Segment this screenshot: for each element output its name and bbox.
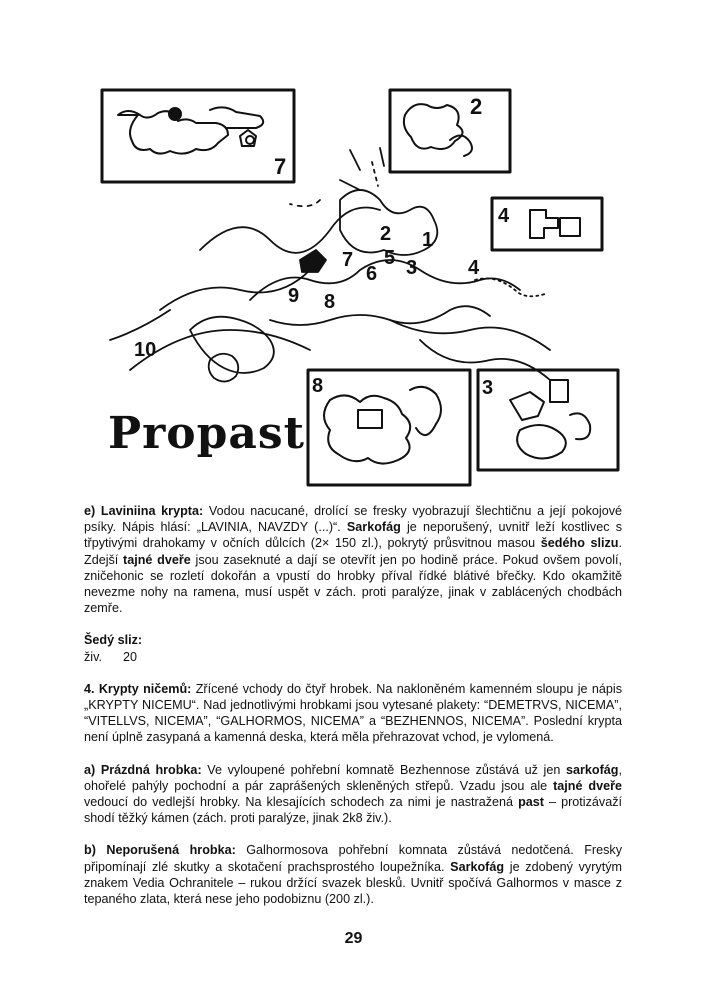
page-body-text [84,503,622,923]
text-span: – protizávaží shodí těžký kámen (zách. proti paralýze, jinak 2k8 živ.). [84,795,622,826]
svg-text:2: 2 [380,223,392,245]
svg-text:5: 5 [384,247,396,269]
svg-text:1: 1 [422,229,434,251]
svg-text:7: 7 [274,154,287,179]
slime-name: Šedý sliz: [84,633,143,648]
text-span: Vodou nacucané, drolící se fresky vyobrazují šlechtičnu a její pokojové psíky. Nápis hlásí: „LAVINIA, NAVZDY (...)“. [84,504,622,535]
bold-term: Sarkofág [346,520,401,535]
text-span: Ve vyloupené pohřební komnatě Bezhennose zůstává už jen [201,762,566,777]
text-span: je neporušený, uvnitř leží kostlivec s třpytivými drahokamy v očních důlcích (2× 150 zl.), pokrytý průsvitnou masou [84,520,622,551]
svg-text:2: 2 [470,94,483,119]
inset-map-3 [478,370,618,470]
inset-map-7 [102,90,294,182]
map-numbers [134,94,510,399]
text-span: Zřícené vchody do čtyř hrobek. Na nakloněném kamenném sloupu je nápis „KRYPTY NICEMU“. Nad jednotlivými hrobkami jsou vytesané plakety: “DEMETRVS, NICEMA”, “VITELLVS, NICEMA”, “GALHORMOS, NICEMA” a “BEZHENNOS, NICEMA”. Poslední krypta není úplně zasypaná a kamenná deska, která měla přehrazovat vchod, je vylomená. [84,681,622,745]
slime-stat-line: živ. 20 [84,649,137,664]
bold-term: sarkofág [566,762,619,777]
text-span: vedoucí do vedlejší hrobky. Na klesajících schodech za nimi je nastražená [84,795,519,810]
heading-b: b) Neporušená hrobka: [84,843,236,858]
svg-text:9: 9 [288,285,300,307]
paragraph-prazdna-hrobka [84,762,622,827]
text-span: , ohořelé pahýly pochodní a pár zaprášených skleněných střepů. Vzadu jsou ale [84,762,622,793]
bold-term: Sarkofág [450,859,505,874]
svg-text:3: 3 [406,257,418,279]
svg-text:8: 8 [324,291,336,313]
paragraph-krypty-nicemu [84,681,622,746]
heading-a: a) Prázdná hrobka: [84,762,202,777]
heading-e: e) Laviniina krypta: [84,504,204,518]
slime-stat-block [84,632,622,664]
svg-text:7: 7 [342,249,354,271]
bold-term: tajné dveře [123,552,191,567]
svg-text:3: 3 [482,377,494,399]
text-span: . Zdejší [84,536,622,567]
bold-term: šedého slizu [540,536,619,551]
svg-text:6: 6 [366,263,378,285]
svg-text:10: 10 [134,339,157,361]
bold-term: tajné dveře [553,778,622,793]
heading-4: 4. Krypty ničemů: [84,681,192,696]
inset-map-2 [390,90,510,172]
svg-text:4: 4 [498,205,510,227]
svg-text:8: 8 [312,375,324,397]
text-span: je zdobený vyrytým znakem Vedia Ochranitele – rukou držící svazek blesků. Uvnitř spočívá Galhormos v masce z tepaného zlata, která nese jeho podobiznu (200 zl.). [84,859,622,907]
svg-text:4: 4 [468,257,480,279]
paragraph-neporusena-hrobka [84,842,622,907]
page-number: 29 [344,930,363,947]
bold-term: past [518,795,544,810]
paragraph-laviniina-krypta [84,503,622,616]
text-span: Galhormosova pohřební komnata zůstává nedotčená. Fresky připomínají zlé skutky a skotačení prachsprostého loupežníka. [84,843,622,874]
map-title: Propast [108,408,305,459]
inset-map-8 [308,370,470,485]
text-span: jsou zaseknuté a dají se otevřít jen po hodině práce. Pokud ovšem povolí, zničehonic se rozletí dokořán a vpustí do hrobky příval řídké blátivé břečky. Kdo okamžitě nevezme nohy na ramena, musí uspět v zách. proti paralýze, jinak v zablácených chodbách zemře. [84,552,623,616]
